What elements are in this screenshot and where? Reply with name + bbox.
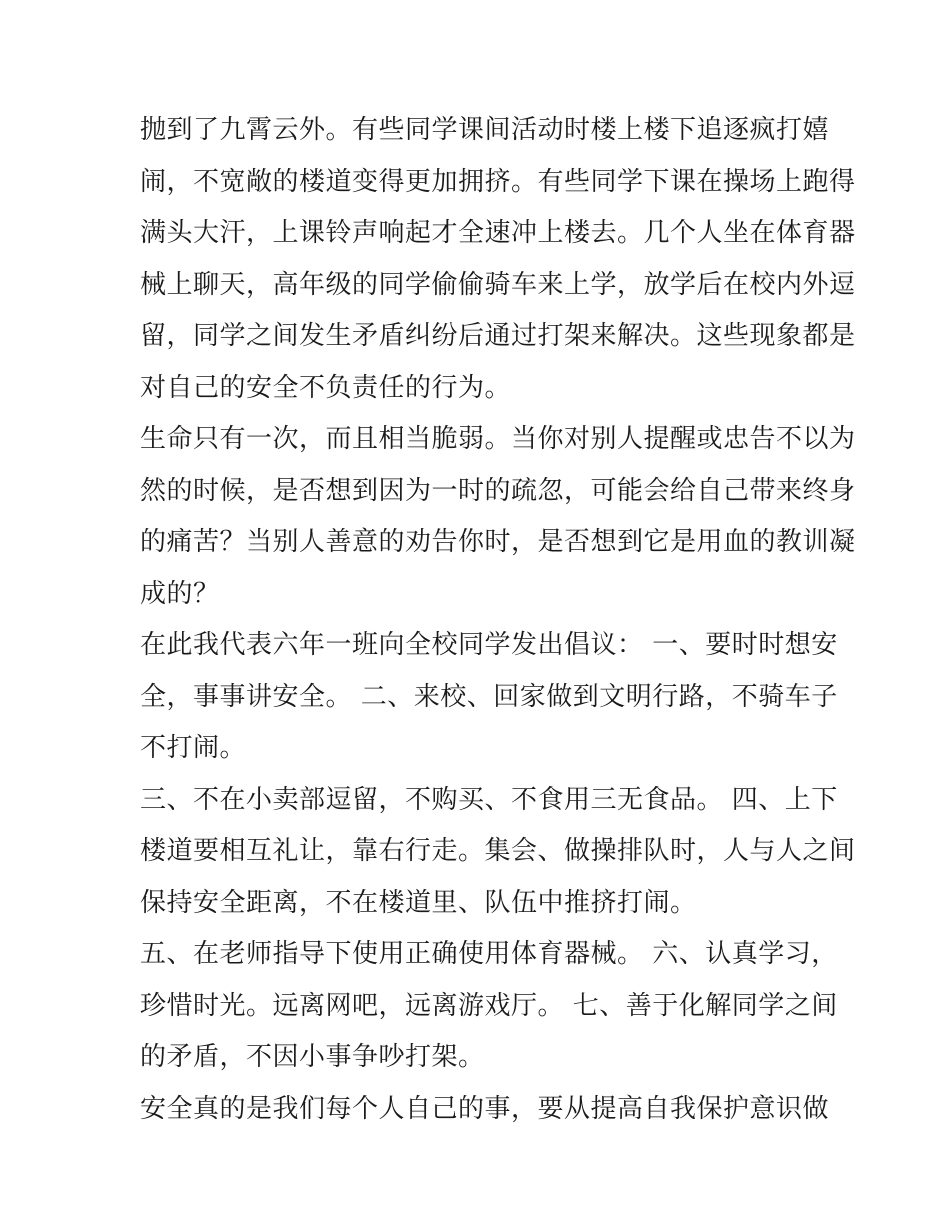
text-line: 然的时候，是否想到因为一时的疏忽，可能会给自己带来终身 — [140, 475, 856, 506]
text-line: 留，同学之间发生矛盾纠纷后通过打架来解决。这些现象都是 — [140, 321, 856, 351]
text-line: 闹，不宽敞的楼道变得更加拥挤。有些同学下课在操场上跑得 — [140, 166, 856, 197]
text-line: 五、在老师指导下使用正确使用体育器械。 六、认真学习， — [140, 939, 838, 969]
text-line: 全，事事讲安全。 二、来校、回家做到文明行路，不骑车子 — [140, 681, 838, 712]
document-body — [140, 105, 856, 1135]
text-line: 在此我代表六年一班向全校同学发出倡议： 一、要时时想安 — [140, 630, 838, 660]
text-line: 成的？ — [140, 578, 220, 609]
text-line: 三、不在小卖部逗留，不购买、不食用三无食品。 四、上下 — [140, 784, 838, 815]
text-line: 对自己的安全不负责任的行为。 — [140, 372, 512, 403]
text-line: 安全真的是我们每个人自己的事，要从提高自我保护意识做 — [140, 1093, 830, 1124]
text-line: 满头大汗，上课铃声响起才全速冲上楼去。几个人坐在体育器 — [140, 218, 856, 248]
text-line: 保持安全距离，不在楼道里、队伍中推挤打闹。 — [140, 887, 697, 918]
text-line: 楼道要相互礼让，靠右行走。集会、做操排队时，人与人之间 — [140, 836, 856, 866]
text-line: 生命只有一次，而且相当脆弱。当你对别人提醒或忠告不以为 — [140, 424, 856, 454]
text-line: 珍惜时光。远离网吧，远离游戏厅。 七、善于化解同学之间 — [140, 990, 838, 1021]
text-line: 不打闹。 — [140, 733, 247, 763]
text-line: 抛到了九霄云外。有些同学课间活动时楼上楼下追逐疯打嬉 — [140, 115, 830, 145]
text-line: 械上聊天，高年级的同学偷偷骑车来上学，放学后在校内外逗 — [140, 269, 856, 300]
text-line: 的矛盾，不因小事争吵打架。 — [140, 1042, 485, 1072]
text-line: 的痛苦？当别人善意的劝告你时，是否想到它是用血的教训凝 — [140, 527, 856, 557]
